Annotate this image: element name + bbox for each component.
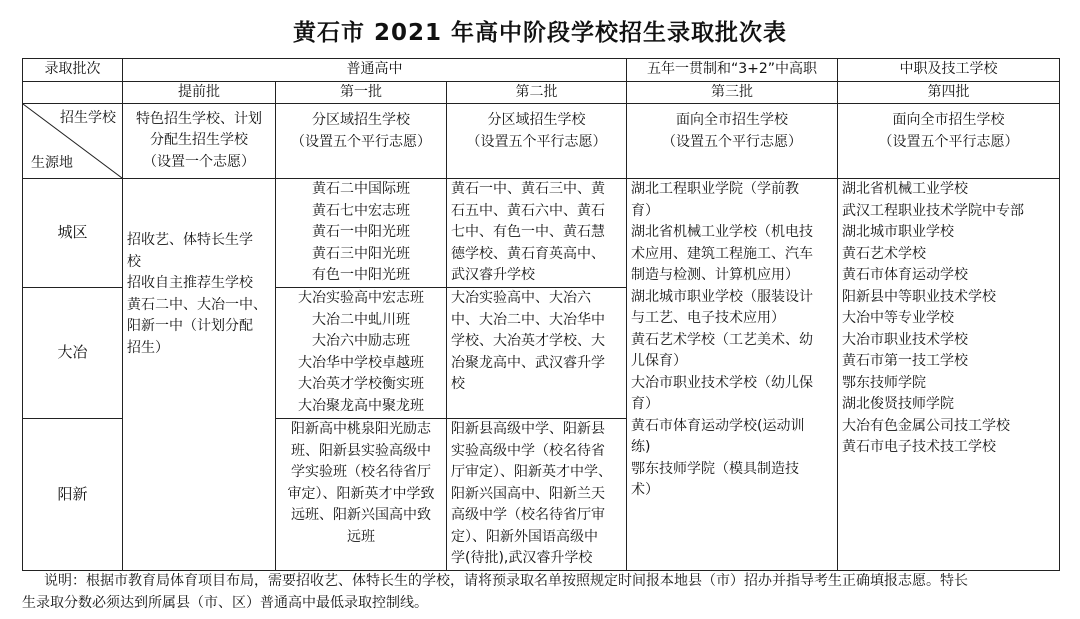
early-line: 黄石二中、大冶一中、 [127,296,267,313]
desc-line: （设置一个志愿） [143,153,255,170]
school-line: 湖北城市职业学校（服装设计 [631,288,814,305]
school-line: 练) [631,439,651,455]
school-line: 黄石七中宏志班 [312,202,410,219]
school-line: 中、大冶二中、大冶华中 [451,311,605,328]
school-line: 阳新高中桃泉阳光励志 [291,421,431,437]
desc-line: 特色招生学校、计划 [136,110,262,127]
school-line: 黄石市第一技工学校 [842,353,969,369]
desc-second [447,104,627,179]
vocational-header: 中职及技工学校 [838,59,1060,82]
school-line: 育） [631,202,660,219]
school-line: 黄石艺术学校 [842,245,927,262]
school-line: 远班 [347,528,375,545]
desc-line: 分区域招生学校 [312,112,410,128]
school-line: 冶聚龙高中、武汉睿升学 [451,354,605,371]
general-high-header: 普通高中 [123,59,627,82]
desc-line: 分配生招生学校 [150,132,248,149]
desc-line: 面向全市招生学校 [892,112,1005,128]
school-line: 湖北工程职业学院（学前教 [631,181,800,197]
school-line: 阳新县高级中学、阳新县 [451,421,605,437]
school-line: 湖北城市职业学校 [842,224,955,240]
desc-line: （设置五个平行志愿） [291,133,431,150]
second-batch-chengqu [447,179,627,288]
region-chengqu: 城区 [23,179,123,288]
school-line: 鄂东技师学院 [842,374,927,391]
school-line: 大冶聚龙高中聚龙班 [298,397,424,414]
school-line: 黄石一中阳光班 [312,224,410,240]
desc-third [627,104,838,179]
school-line: 厅审定）、阳新英才中学、 [451,464,612,480]
school-line: 学实验班（校名待省厅 [291,464,431,480]
first-batch-daye [276,288,447,419]
school-line: 术应用、建筑工程施工、汽车 [631,245,814,262]
school-line: 阳新兴国高中、阳新兰天 [451,485,605,502]
school-line: 审定）、阳新英才中学致 [287,485,435,502]
school-line: 班、阳新县实验高级中 [291,442,431,459]
school-line: 黄石艺术学校（工艺美术、幼 [631,331,814,348]
diagonal-header-cell [23,104,123,179]
school-line: 大冶市职业技术学校 [842,331,969,348]
school-line: 远班、阳新兴国高中致 [291,507,431,523]
school-line: 七中、有色一中、黄石慧 [451,224,605,240]
early-line: 招收艺、体特长生学 [127,232,253,248]
early-line: 阳新一中（计划分配 [127,318,253,334]
school-line: 儿保育） [631,353,688,369]
school-line: 黄石市电子技术技工学校 [842,439,997,455]
five-year-header: 五年一贯制和“3+2”中高职 [627,59,838,82]
school-line: 术） [631,482,660,498]
early-batch-schools [123,179,276,571]
desc-line: 分区域招生学校 [487,112,586,128]
first-batch-chengqu [276,179,447,288]
school-line: 黄石三中阳光班 [312,245,410,262]
school-line: 大冶华中学校卓越班 [298,354,424,371]
fourth-batch-schools [838,179,1060,571]
header-row-1 [23,59,1060,82]
early-line: 校 [127,253,141,270]
school-line: 黄石二中国际班 [312,181,410,197]
school-line: 育） [631,396,660,412]
school-line: 石五中、黄石六中、黄石 [451,202,605,219]
batch-fourth: 第四批 [838,81,1060,104]
school-line: 阳新县中等职业技术学校 [842,288,997,305]
school-line: 与工艺、电子技术应用） [631,310,786,326]
school-line: 有色一中阳光班 [312,267,410,283]
desc-line: （设置五个平行志愿） [466,133,607,150]
school-line: 鄂东技师学院（模具制造技 [631,460,800,477]
second-batch-daye [447,288,627,419]
region-daye: 大冶 [23,288,123,419]
desc-early [123,104,276,179]
admission-batch-table [22,58,1060,571]
early-line: 招收自主推荐生学校 [127,275,253,291]
school-line: 大冶市职业技术学校（幼儿保 [631,374,814,391]
footnote [22,570,1064,614]
school-line: 大冶中等专业学校 [842,310,955,326]
early-line: 招生） [127,339,169,356]
diag-label-origin: 生源地 [31,154,73,171]
header-row-2 [23,81,1060,104]
school-line: 湖北省机械工业学校（机电技 [631,224,814,240]
school-line: 德学校、黄石育英高中、 [451,245,605,262]
school-line: 大冶二中虬川班 [312,311,410,328]
footnote-line-1: 说明：根据市教育局体育项目布局，需要招收艺、体特长生的学校，请将预录取名单按照规定时间报本地县（市）招办并指导考生正确填报志愿。特长 [44,573,968,589]
school-line: 武汉工程职业技术学院中专部 [842,202,1025,219]
school-line: 湖北俊贤技师学院 [842,396,955,412]
school-line: 制造与检测、计算机应用） [631,267,800,283]
batch-early: 提前批 [123,81,276,104]
empty-header-cell [23,81,123,104]
desc-fourth [838,104,1060,179]
desc-line: （设置五个平行志愿） [878,133,1019,150]
school-line: 实验高级中学（校名待省 [451,442,605,459]
region-yangxin: 阳新 [23,419,123,571]
desc-line: 面向全市招生学校 [676,112,789,128]
school-line: 大冶有色金属公司技工学校 [842,417,1011,434]
school-line: 黄石市体育运动学校 [842,267,969,283]
school-line: 高级中学（校名待省厅审 [451,507,605,523]
third-batch-schools [627,179,838,571]
second-batch-yangxin [447,419,627,571]
page-title: 黄石市 2021 年高中阶段学校招生录取批次表 [292,20,788,46]
school-line: 大冶英才学校衡实班 [298,376,424,392]
school-line: 大冶六中励志班 [312,333,410,349]
batch-first: 第一批 [276,81,447,104]
school-line: 校 [451,376,465,392]
batch-label-cell: 录取批次 [23,59,123,82]
first-batch-yangxin [276,419,447,571]
school-line: 黄石市体育运动学校(运动训 [631,417,805,434]
school-line: 定）、阳新外国语高级中 [451,528,598,545]
school-line: 武汉睿升学校 [451,267,535,283]
school-line: 大冶实验高中、大冶六 [451,290,591,306]
header-row-3 [23,104,1060,179]
desc-line: （设置五个平行志愿） [662,133,803,150]
school-line: 学(待批),武汉睿升学校 [451,550,593,566]
row-chengqu [23,179,1060,288]
school-line: 学校、大冶英才学校、大 [451,333,605,349]
school-line: 湖北省机械工业学校 [842,181,969,197]
footnote-line-2: 生录取分数必须达到所属县（市、区）普通高中最低录取控制线。 [22,595,428,611]
desc-first [276,104,447,179]
diag-label-schools: 招生学校 [60,110,116,126]
batch-second: 第二批 [447,81,627,104]
school-line: 大冶实验高中宏志班 [298,290,424,306]
batch-third: 第三批 [627,81,838,104]
school-line: 黄石一中、黄石三中、黄 [451,181,605,197]
